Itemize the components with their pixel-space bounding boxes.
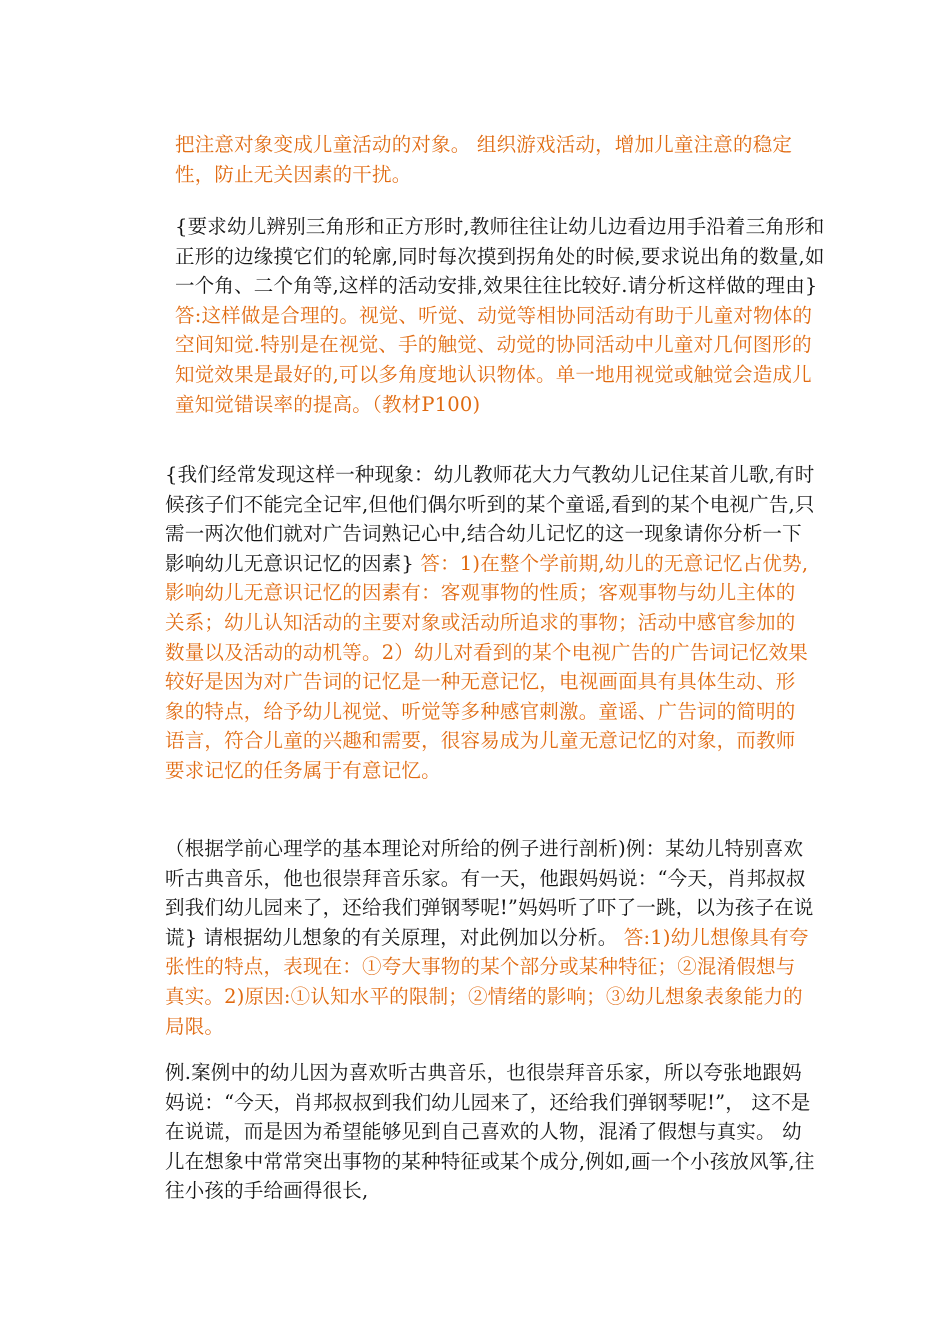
question-text: {我们经常发现这样一种现象：幼儿教师花大力气教幼儿记住某首儿歌,有时候孩子们不能完全记牢,但他们偶尔听到的某个童谣,看到的某个电视广告,只需一两次他们就对广告词熟记心中,结合幼儿记忆的这一现象请你分析一下影响幼儿无意识记忆的因素} bbox=[165, 463, 815, 575]
paragraph-attention-strategy bbox=[175, 130, 815, 189]
answer-text: 把注意对象变成儿童活动的对象。 组织游戏活动，增加儿童注意的稳定性，防止无关因素的干扰。 bbox=[175, 133, 793, 186]
answer-text: 答：1)在整个学前期,幼儿的无意记忆占优势,影响幼儿无意识记忆的因素有：客观事物的性质；客观事物与幼儿主体的关系；幼儿认知活动的主要对象或活动所追求的事物；活动中感官参加的数量以及活动的动机等。2）幼儿对看到的某个电视广告的广告词记忆效果较好是因为对广告词的记忆是一种无意记忆，电视画面具有具体生动、形象的特点，给予幼儿视觉、听觉等多种感官刺激。童谣、广告词的简明的语言，符合儿童的兴趣和需要，很容易成为儿童无意记忆的对象，而教师要求记忆的任务属于有意记忆。 bbox=[165, 551, 809, 782]
paragraph-imagination-case bbox=[165, 834, 815, 1041]
paragraph-shape-recognition bbox=[175, 212, 825, 419]
paragraph-unintentional-memory bbox=[165, 460, 815, 786]
answer-text: 答:这样做是合理的。视觉、听觉、动觉等相协同活动有助于儿童对物体的空间知觉.特别是在视觉、手的触觉、动觉的协同活动中儿童对几何图形的知觉效果是最好的,可以多角度地认识物体。单一地用视觉或触觉会造成儿童知觉错误率的提高。（教材P100) bbox=[175, 303, 813, 416]
question-text: （根据学前心理学的基本理论对所给的例子进行剖析)例：某幼儿特别喜欢听古典音乐，他也很崇拜音乐家。有一天，他跟妈妈说：“今天，肖邦叔叔到我们幼儿园来了，还给我们弹钢琴呢!”妈妈听了吓了一跳，以为孩子在说谎} 请根据幼儿想象的有关原理，对此例加以分析。 bbox=[165, 837, 814, 949]
paragraph-case-analysis bbox=[165, 1058, 815, 1206]
answer-text: 答:1)幼儿想像具有夸张性的特点，表现在：①夸大事物的某个部分或某种特征；②混淆假想与真实。2)原因:①认知水平的限制；②情绪的影响；③幼儿想象表象能力的局限。 bbox=[165, 925, 809, 1038]
body-text: 例.案例中的幼儿因为喜欢听古典音乐，也很崇拜音乐家，所以夸张地跟妈妈说：“今天，肖邦叔叔到我们幼儿园来了，还给我们弹钢琴呢!”， 这不是在说谎，而是因为希望能够见到自己喜欢的人物，混淆了假想与真实。 幼儿在想象中常常突出事物的某种特征或某个成分,例如,画一个小孩放风筝,往往小孩的手给画得很长, bbox=[165, 1061, 815, 1203]
question-text: {要求幼儿辨别三角形和正方形时,教师往往让幼儿边看边用手沿着三角形和正形的边缘摸它们的轮廓,同时每次摸到拐角处的时候,要求说出角的数量,如一个角、二个角等,这样的活动安排,效果往往比较好.请分析这样做的理由} bbox=[175, 215, 825, 298]
